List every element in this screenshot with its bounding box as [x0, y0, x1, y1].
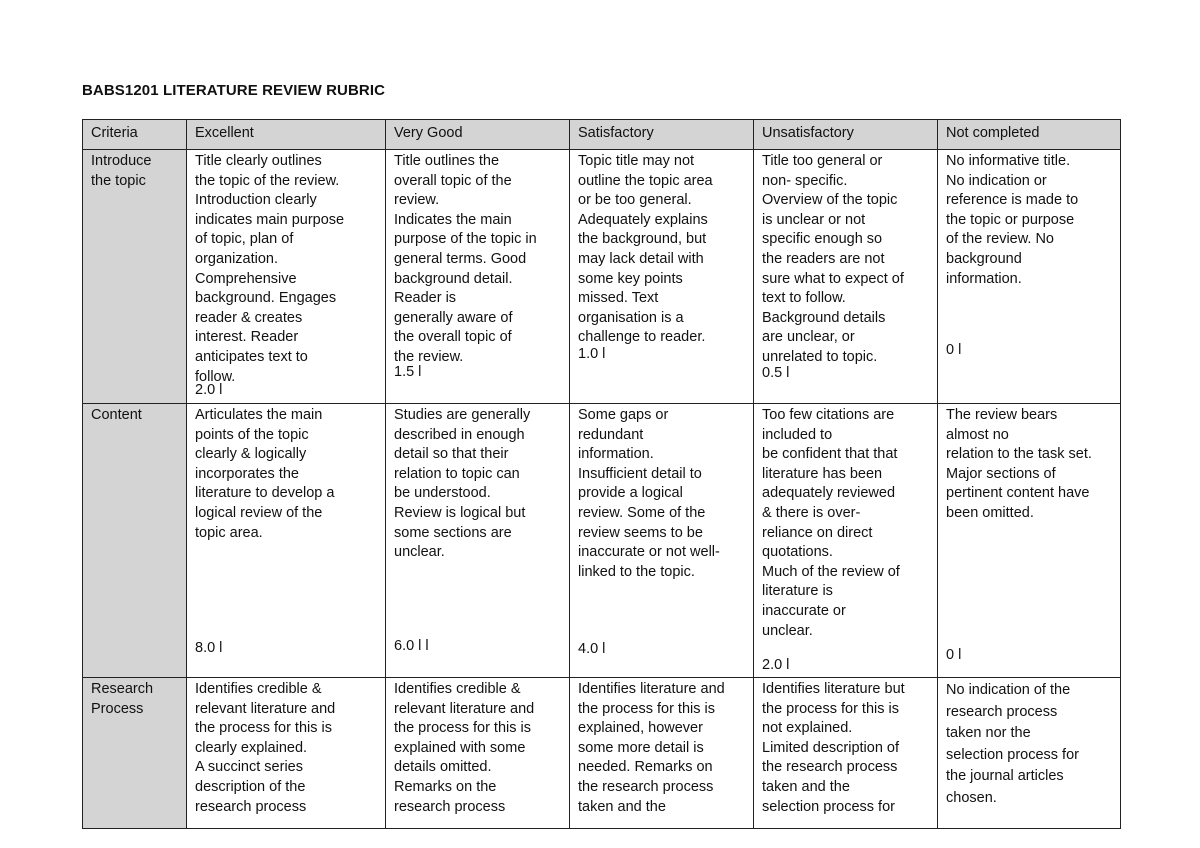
criterion-label: Research Process	[91, 681, 154, 717]
rubric-cell	[187, 678, 386, 829]
rubric-cell	[187, 404, 386, 678]
rubric-cell	[386, 404, 570, 678]
rubric-cell	[386, 150, 570, 404]
rubric-cell	[938, 150, 1121, 404]
rubric-cell	[570, 404, 754, 678]
cell-text: Too few citations are included to be confident that that literature has been adequately reviewed & there is over- reliance on direct quotations. Much of the review of literature is inaccurate or unclear.	[762, 407, 900, 639]
criterion-cell	[83, 150, 187, 404]
cell-score: 1.5 l	[394, 364, 422, 380]
header-excellent: Excellent	[187, 120, 386, 150]
table-row	[83, 404, 1121, 678]
rubric-cell	[570, 678, 754, 829]
cell-score: 4.0 l	[578, 641, 606, 657]
cell-score: 2.0 l	[195, 382, 223, 398]
cell-score: 2.0 l	[762, 657, 790, 673]
header-criteria: Criteria	[83, 120, 187, 150]
cell-text: Studies are generally described in enough detail so that their relation to topic can be understood. Review is logical but some sections are unclear.	[394, 407, 531, 561]
cell-text: Title outlines the overall topic of the review. Indicates the main purpose of the topic in general terms. Good background detail. Reader is generally aware of the overall topic of the review.	[394, 153, 537, 365]
rubric-cell	[754, 150, 938, 404]
cell-text: Identifies literature and the process for this is explained, however some more detail is needed. Remarks on the research process taken and the	[578, 681, 725, 815]
rubric-table	[82, 119, 1121, 829]
rubric-cell	[938, 404, 1121, 678]
rubric-cell	[754, 404, 938, 678]
criterion-label: Introduce the topic	[91, 153, 152, 189]
rubric-cell	[187, 150, 386, 404]
cell-text: Title too general or non- specific. Overview of the topic is unclear or not specific enough so the readers are not sure what to expect of text to follow. Background details are unclear, or unrelated to topic.	[762, 153, 904, 365]
cell-text: Some gaps or redundant information. Insufficient detail to provide a logical review. Some of the review seems to be inaccurate or not well- linked to the topic.	[578, 407, 720, 580]
cell-text: No indication of the research process taken nor the selection process for the journal articles chosen.	[946, 682, 1079, 806]
rubric-cell	[938, 678, 1121, 829]
cell-text: Identifies credible & relevant literature and the process for this is explained with some details omitted. Remarks on the research process	[394, 681, 535, 815]
cell-text: Articulates the main points of the topic clearly & logically incorporates the literature to develop a logical review of the topic area.	[195, 407, 335, 541]
cell-text: Identifies credible & relevant literature and the process for this is clearly explained. A succinct series description of the research process	[195, 681, 336, 815]
rubric-cell	[386, 678, 570, 829]
rubric-cell	[754, 678, 938, 829]
header-unsatisfactory: Unsatisfactory	[754, 120, 938, 150]
cell-score: 1.0 l	[578, 346, 606, 362]
header-not-completed: Not completed	[938, 120, 1121, 150]
header-very-good: Very Good	[386, 120, 570, 150]
table-row	[83, 678, 1121, 829]
criterion-label: Content	[91, 407, 142, 423]
cell-score: 0 l	[946, 342, 962, 358]
cell-score: 0.5 l	[762, 365, 790, 381]
header-satisfactory: Satisfactory	[570, 120, 754, 150]
cell-text: Title clearly outlines the topic of the review. Introduction clearly indicates main purpose of topic, plan of organization. Comprehensive background. Engages reader & creates interest. Reader anticipates text to follow.	[195, 153, 345, 385]
cell-score: 8.0 l	[195, 640, 223, 656]
criterion-cell	[83, 404, 187, 678]
criterion-cell	[83, 678, 187, 829]
cell-text: The review bears almost no relation to the task set. Major sections of pertinent content have been omitted.	[946, 407, 1092, 521]
header-row	[83, 120, 1121, 150]
cell-score: 0 l	[946, 647, 962, 663]
rubric-cell	[570, 150, 754, 404]
cell-score: 6.0 l l	[394, 638, 429, 654]
cell-text: Topic title may not outline the topic area or be too general. Adequately explains the background, but may lack detail with some key points missed. Text organisation is a challenge to reader.	[578, 153, 713, 346]
cell-text: No informative title. No indication or reference is made to the topic or purpose of the review. No background information.	[946, 153, 1079, 287]
cell-text: Identifies literature but the process for this is not explained. Limited description of the research process taken and the selection process for	[762, 681, 905, 815]
document-title: BABS1201 LITERATURE REVIEW RUBRIC	[82, 82, 386, 99]
table-row	[83, 150, 1121, 404]
